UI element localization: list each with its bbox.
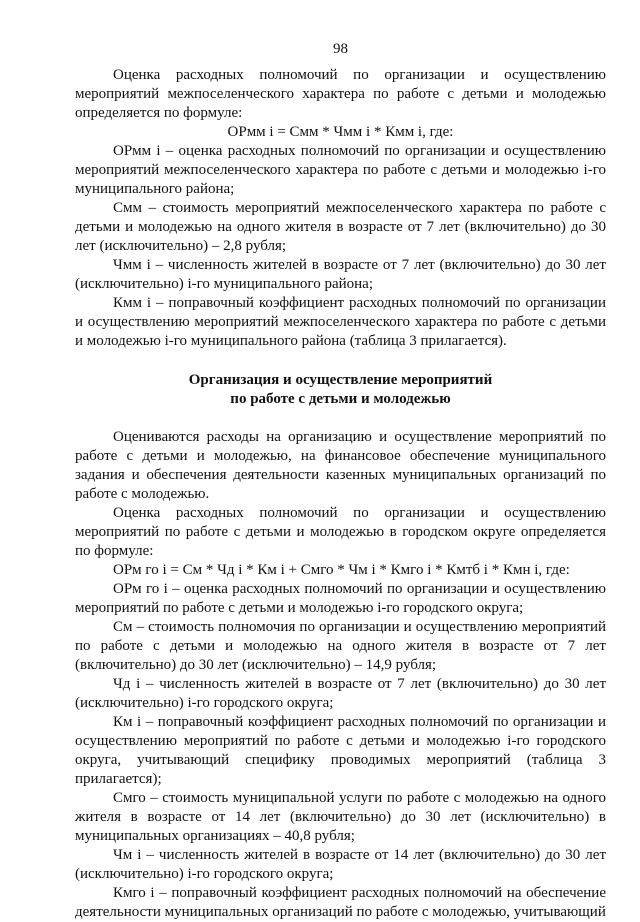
definition-smm: Смм – стоимость мероприятий межпоселенческого характера по работе с детьми и молодежью на одного жителя в возрасте от 7 лет (включительно) до 30 лет (исключительно) – 2,8 рубля; — [75, 200, 606, 254]
section-heading — [75, 371, 606, 409]
definition-km: Км i – поправочный коэффициент расходных полномочий по организации и осуществлению мероприятий по работе с детьми и молодежью i-го городского округа, учитывающий специфику проводимых мероприятий (таблица 3 прилагается); — [75, 714, 606, 787]
definition-orm-mm: ОРмм i – оценка расходных полномочий по организации и осуществлению мероприятий межпоселенческого характера по работе с детьми и молодежью i-го муниципального района; — [75, 143, 606, 197]
formula-orm-go: ОРм го i = См * Чд i * Км i + Смго * Чм i * Кмго i * Кмтб i * Кмн i, где: — [113, 562, 570, 578]
section-heading-line-2: по работе с детьми и молодежью — [230, 391, 451, 407]
definition-kmgo: Кмго i – поправочный коэффициент расходных полномочий на обеспечение деятельности муниципальных организаций по работе с молодежью, учитывающий — [75, 885, 606, 920]
definition-kmm: Кмм i – поправочный коэффициент расходных полномочий по организации и осуществлению мероприятий межпоселенческого характера по работе с детьми и молодежью i-го муниципального района (таблица 3 прилагается). — [75, 295, 606, 349]
page-number: 98 — [333, 41, 348, 57]
paragraph-intro-formula-go: Оценка расходных полномочий по организации и осуществлению мероприятий по работе с детьми и молодежью в городском округе определяется по формуле: — [75, 505, 606, 559]
section-heading-line-1: Организация и осуществление мероприятий — [188, 372, 493, 388]
definition-chmm: Чмм i – численность жителей в возрасте от 7 лет (включительно) до 30 лет (исключительно) i-го муниципального района; — [75, 257, 606, 292]
paragraph-expenses: Оцениваются расходы на организацию и осуществление мероприятий по работе с детьми и молодежью, на финансовое обеспечение муниципального задания и обеспечения деятельности казенных муниципальных организаций по работе с молодежью. — [75, 429, 606, 502]
definition-chd: Чд i – численность жителей в возрасте от 7 лет (включительно) до 30 лет (исключительно) i-го городского округа; — [75, 676, 606, 711]
paragraph-intro-formula-mm: Оценка расходных полномочий по организации и осуществлению мероприятий межпоселенческого характера по работе с детьми и молодежью определяется по формуле: — [75, 67, 606, 121]
definition-orm-go: ОРм го i – оценка расходных полномочий по организации и осуществлению мероприятий по работе с детьми и молодежью i-го городского округа; — [75, 581, 606, 616]
definition-sm: См – стоимость полномочия по организации и осуществлению мероприятий по работе с детьми и молодежью на одного жителя в возрасте от 7 лет (включительно) до 30 лет (исключительно) – 14,9 рубля; — [75, 619, 606, 673]
definition-chm: Чм i – численность жителей в возрасте от 14 лет (включительно) до 30 лет (исключительно) i-го городского округа; — [75, 847, 606, 882]
definition-smgo: Смго – стоимость муниципальной услуги по работе с молодежью на одного жителя в возрасте от 14 лет (включительно) до 30 лет (исключительно) в муниципальных организациях – 40,8 рубля; — [75, 790, 606, 844]
formula-orm-mm: ОРмм i = Смм * Чмм i * Кмм i, где: — [227, 124, 454, 140]
